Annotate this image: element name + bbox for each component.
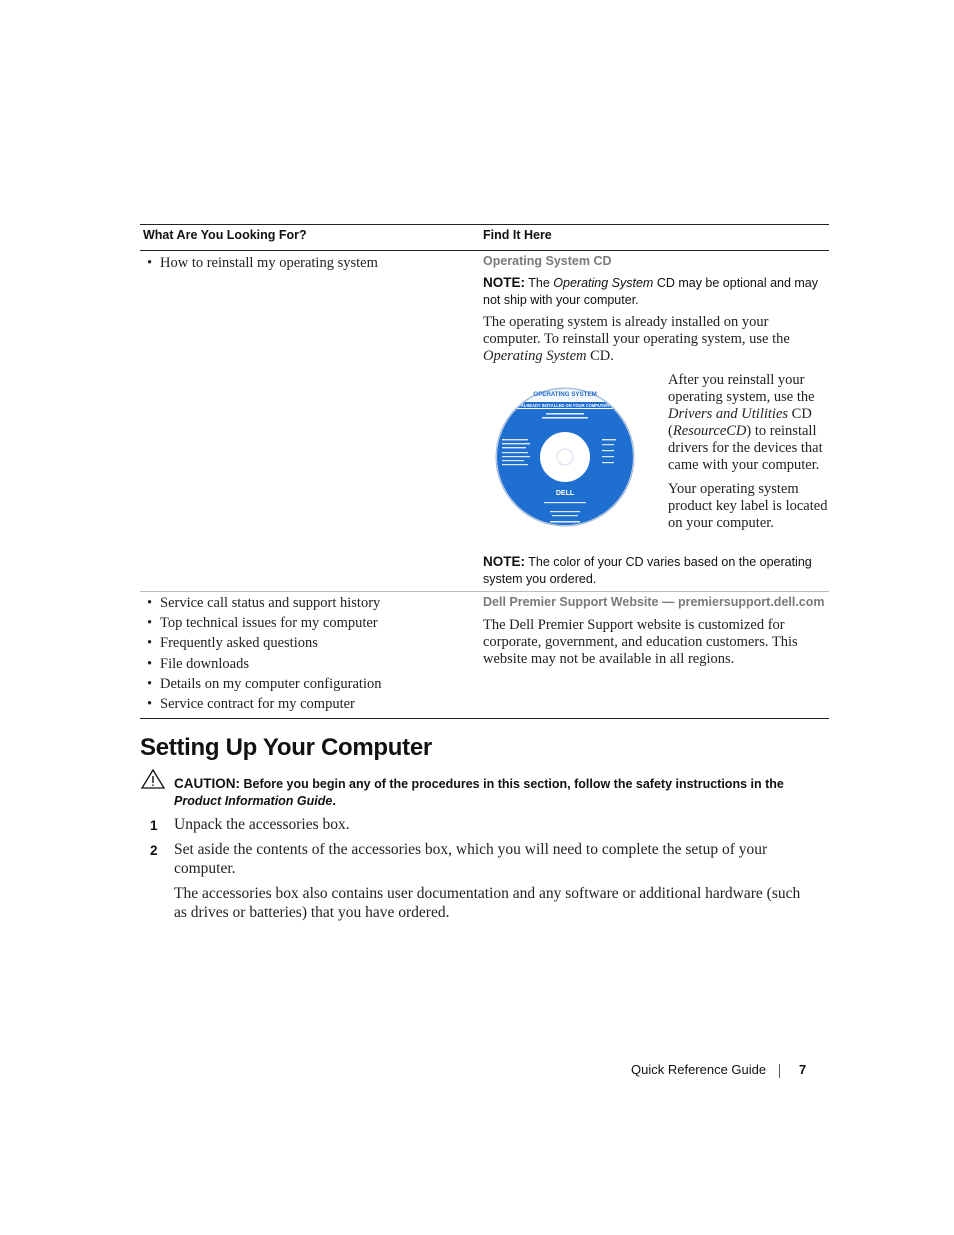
note-cd-color [483,553,823,588]
list-item: • How to reinstall my operating system [147,255,378,271]
table-row [140,251,829,592]
lookup-list [145,253,465,273]
caution-icon [140,768,166,790]
list-item: • File downloads [147,655,250,672]
paragraph-text: After you reinstall your operating system, use the [668,372,815,405]
list-item: • Top technical issues for my computer [147,615,378,632]
table-row [140,592,829,718]
list-item-text: Service contract for my computer [160,696,355,713]
info-table [140,224,829,719]
note-text: CD may be optional and may not ship with your computer. [483,276,819,307]
operating-system-cd-image [494,377,636,535]
caution-italic: Product Information Guide [174,794,333,808]
caution-text [174,775,824,810]
premier-support-paragraph: The Dell Premier Support website is customized for corporate, government, and education customers. This website may not be available in all regions. [483,617,798,667]
list-item-text: Top technical issues for my computer [160,615,378,632]
note-text: The color of your CD varies based on the operating system you ordered. [483,555,812,586]
section-title: Setting Up Your Computer [140,734,432,761]
header-find-it-here: Find It Here [483,228,552,242]
step-text: Unpack the accessories box. [174,816,350,833]
page-number: 7 [799,1062,807,1077]
premier-support-heading: Dell Premier Support Website — premiersupport.dell.com [483,595,825,609]
note-text: The [528,276,550,290]
step-text: Set aside the contents of the accessories box, which you will need to complete the setup of your computer. [174,841,768,877]
accessories-paragraph: The accessories box also contains user documentation and any software or additional hardware (such as drives or batteries) that you have ordered. [174,885,801,921]
table-header [140,225,829,251]
list-item-text: Frequently asked questions [160,635,318,652]
list-item: • Details on my computer configuration [147,675,382,692]
list-item: • Frequently asked questions [147,635,318,652]
product-key-paragraph: Your operating system product key label is located on your computer. [668,481,828,531]
footer-guide-title: Quick Reference Guide [631,1062,767,1077]
reinstall-paragraph [483,314,828,365]
step-number: 1 [150,818,158,833]
paragraph-text: CD. [590,348,614,364]
footer-divider [779,1064,780,1078]
paragraph-italic: ResourceCD [672,423,747,439]
resource-heading: Operating System CD [483,254,612,268]
cd-title: OPERATING SYSTEM [533,391,597,398]
caution-label: CAUTION: [174,776,240,791]
list-item: • Service contract for my computer [147,696,355,713]
list-item-text: How to reinstall my operating system [160,255,378,271]
dell-logo: DELL [555,490,575,497]
note-label: NOTE: [483,554,525,569]
paragraph-italic: Drivers and Utilities [668,406,789,422]
note-italic: Operating System [553,276,654,290]
step-number: 2 [150,843,158,858]
list-item-text: File downloads [160,655,250,672]
caution-body: Before you begin any of the procedures in this section, follow the safety instructions in the [243,777,784,791]
list-item-text: Details on my computer configuration [160,675,382,692]
note-label: NOTE: [483,275,525,290]
paragraph-text: ) to reinstall drivers for the devices that came with your computer. [668,423,823,473]
caution-end: . [332,794,336,808]
lookup-list [145,593,465,714]
header-what-looking-for: What Are You Looking For? [143,228,307,242]
list-item-text: Service call status and support history [160,595,381,611]
paragraph-text: The operating system is already installed on your computer. To reinstall your operating system, use the [483,314,790,347]
paragraph-italic: Operating System [483,348,587,364]
cd-banner: ALREADY INSTALLED ON YOUR COMPUTER [520,403,610,408]
list-item: • Service call status and support history [147,595,381,611]
drivers-utilities-paragraph [668,372,828,474]
note-optional-cd [483,274,823,309]
paragraph-text: CD ( [668,406,812,439]
